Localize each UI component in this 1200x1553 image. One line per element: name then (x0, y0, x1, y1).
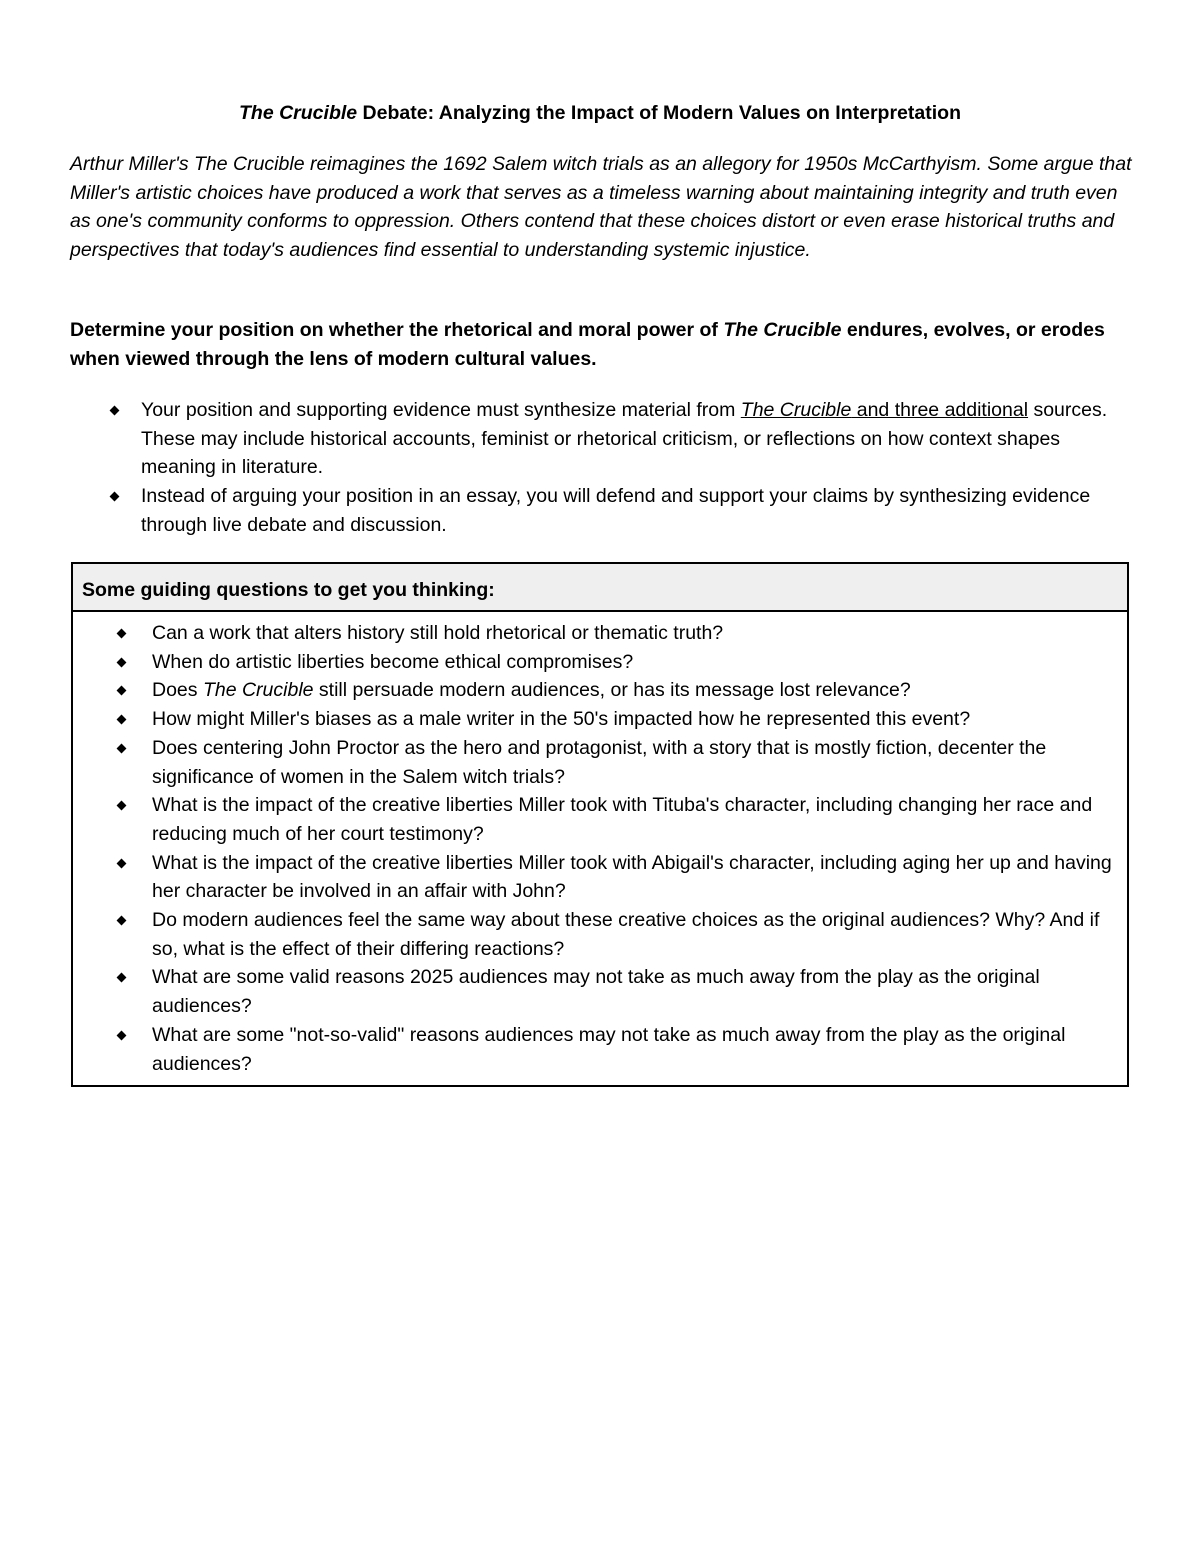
question-text: Does centering John Proctor as the hero and protagonist, with a story that is mostly fiction, decenter the significance of women in the Salem witch trials? (152, 736, 1047, 788)
prompt-italic: The Crucible (723, 319, 842, 341)
bullet-icon (117, 1030, 127, 1040)
bullet-icon (117, 629, 127, 639)
req1-after: sources. These may include historical accounts, feminist or rhetorical criticism, or reflections on how context shapes meaning in literature. (141, 399, 1108, 479)
question-text: What are some valid reasons 2025 audiences may not take as much away from the play as the original audiences? (152, 966, 1040, 1018)
question-item (73, 648, 1127, 677)
question-text: Do modern audiences feel the same way about these creative choices as the original audiences? Why? And if so, what is the effect of their differing reactions? (152, 909, 1100, 960)
bullet-icon (110, 492, 120, 502)
requirements-list (70, 396, 1140, 540)
question-text: Can a work that alters history still hold rhetorical or thematic truth? (152, 622, 724, 644)
question-item (73, 705, 1127, 734)
question-after: still persuade modern audiences, or has its message lost relevance? (313, 679, 911, 702)
intro-paragraph: Arthur Miller's The Crucible reimagines the 1692 Salem witch trials as an allegory for 1950s McCarthyism. Some argue that Miller's artistic choices have produced a work that serves as a timeless warning about maintaining integrity and truth even as one's community conforms to oppression. Others contend that these choices distort or even erase historical truths and perspectives that today's audiences find essential to understanding systemic injustice. (70, 153, 1132, 262)
document-title (0, 100, 1200, 126)
guiding-questions-heading: Some guiding questions to get you thinking: (73, 564, 1127, 612)
question-text: How might Miller's biases as a male writer in the 50's impacted how he represented this event? (152, 708, 971, 731)
bullet-icon (117, 743, 127, 753)
req1-before: Your position and supporting evidence must synthesize material from (141, 399, 741, 421)
bullet-icon (110, 406, 120, 416)
bullet-icon (117, 973, 127, 983)
question-item (73, 963, 1127, 1020)
title-rest: Debate: Analyzing the Impact of Modern Values on Interpretation (357, 102, 961, 124)
question-item (73, 906, 1127, 963)
req1-underlined-rest: and three additional (851, 399, 1029, 421)
req2-text: Instead of arguing your position in an essay, you will defend and support your claims by synthesizing evidence through live debate and discussion. (141, 485, 1091, 536)
requirement-item (70, 396, 1140, 482)
question-before: Does (152, 679, 203, 702)
bullet-icon (117, 916, 127, 926)
question-item (73, 791, 1127, 848)
req1-italic: The Crucible (740, 399, 852, 421)
bullet-icon (117, 801, 127, 811)
prompt-before: Determine your position on whether the rhetorical and moral power of (70, 319, 724, 341)
question-text: When do artistic liberties become ethical compromises? (152, 650, 634, 673)
bullet-icon (117, 686, 127, 696)
question-item (73, 676, 1127, 705)
guiding-questions-list (73, 612, 1127, 1078)
bullet-icon (117, 715, 127, 725)
question-text: What is the impact of the creative liberties Miller took with Abigail's character, including aging her up and having her character be involved in an affair with John? (152, 851, 1112, 903)
question-text: What are some "not-so-valid" reasons audiences may not take as much away from the play as the original audiences? (152, 1023, 1066, 1075)
req1-underlined (741, 399, 1028, 421)
bullet-icon (117, 858, 127, 868)
question-item (73, 734, 1127, 791)
bullet-icon (117, 657, 127, 667)
question-item (73, 1021, 1127, 1078)
requirement-item (70, 482, 1140, 539)
prompt-paragraph (70, 316, 1145, 373)
question-italic: The Crucible (202, 679, 314, 702)
title-italic: The Crucible (239, 102, 358, 124)
question-item (73, 619, 1127, 648)
question-text: What is the impact of the creative liberties Miller took with Tituba's character, including changing her race and reducing much of her court testimony? (152, 794, 1093, 845)
prompt-after: endures, evolves, or erodes when viewed through the lens of modern cultural values. (70, 319, 1105, 370)
question-item (73, 849, 1127, 906)
guiding-questions-box (71, 562, 1129, 1087)
